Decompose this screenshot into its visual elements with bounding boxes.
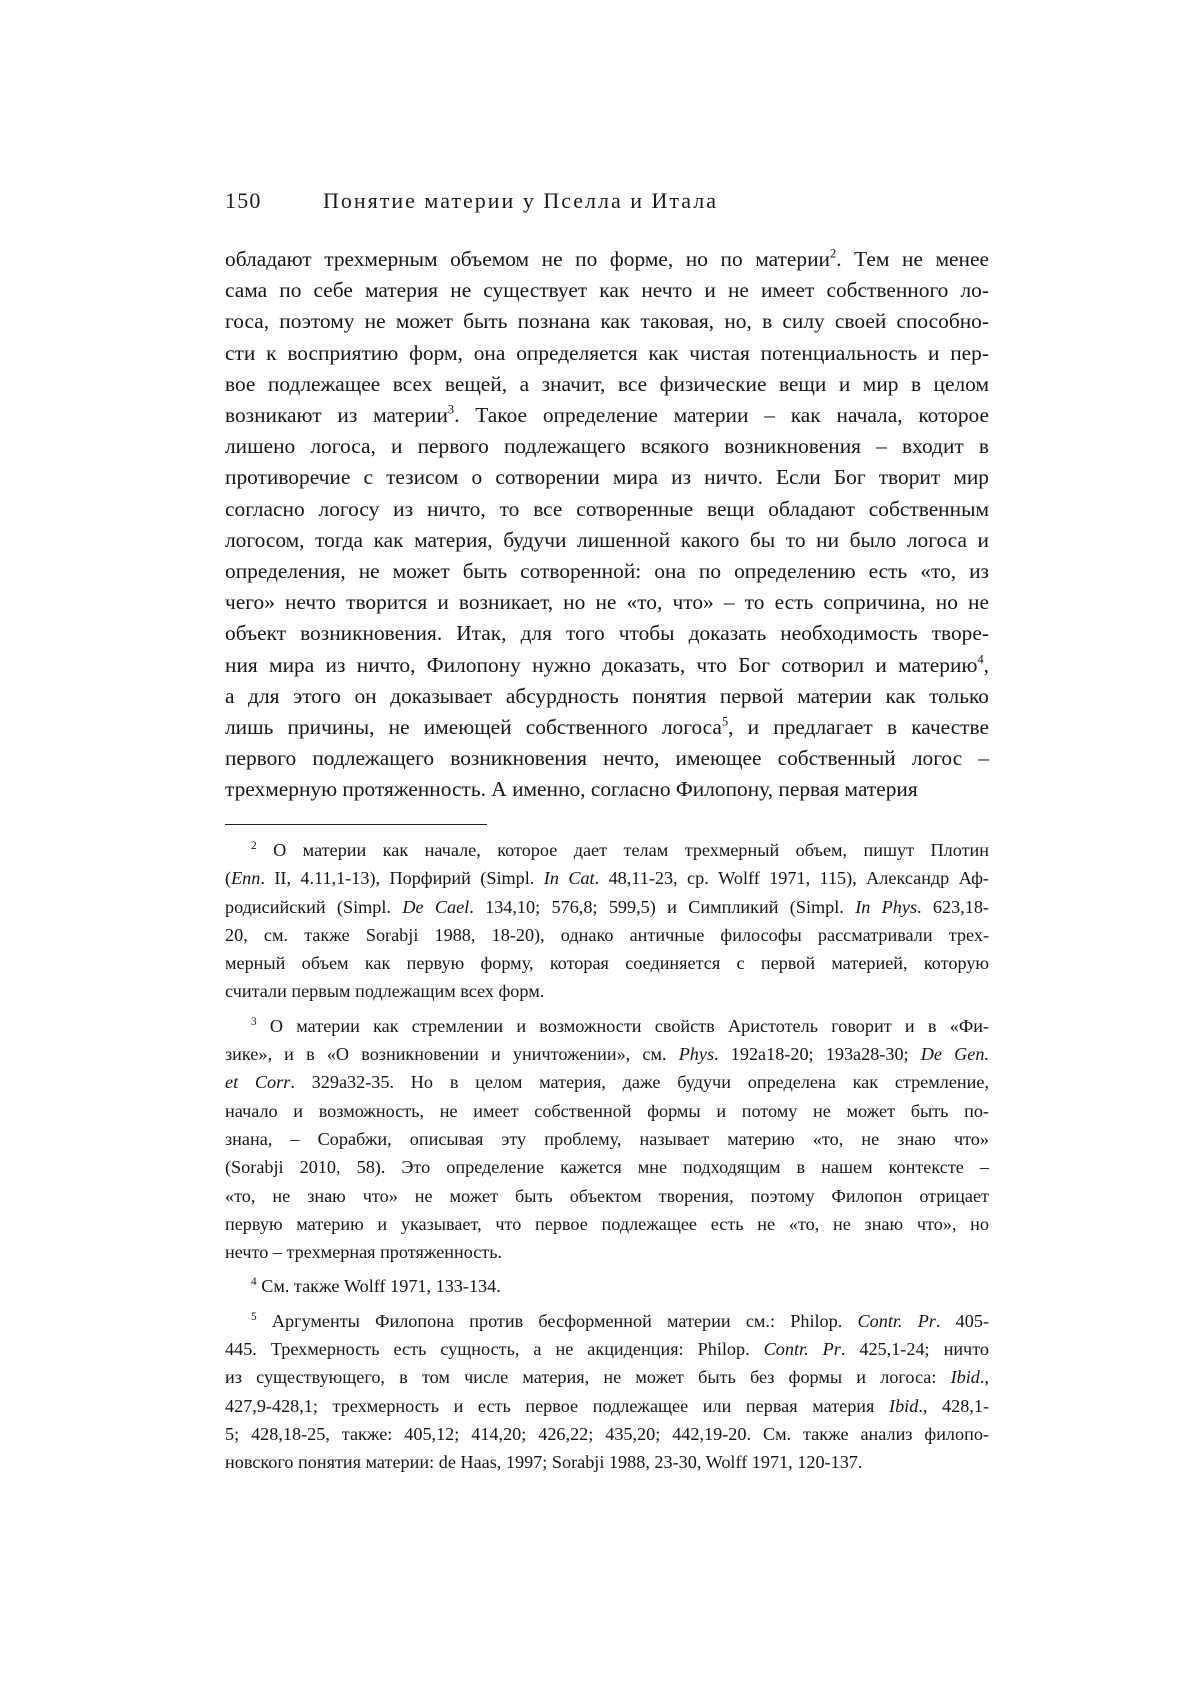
- body-paragraph: [225, 244, 989, 806]
- footnote-mark: 3: [251, 1016, 257, 1029]
- body-line: трехмерную протяженность. А именно, согласно Филопону, первая материя: [225, 777, 918, 802]
- body-line: лишено логоса, и первого подлежащего всякого возникновения – входит в: [225, 434, 989, 459]
- body-line: противоречие с тезисом о сотворении мира из ничто. Если Бог творит мир: [225, 465, 989, 490]
- footnote-ref: 5: [721, 714, 729, 729]
- body-line: ния мира из ничто, Филопону нужно доказать, что Бог сотворил и материю$^4$,: [225, 651, 989, 677]
- body-line: а для этого он доказывает абсурдность понятия первой материи как только: [225, 683, 989, 708]
- body-line: сама по себе материя не существует как нечто и не имеет собственного ло-: [225, 278, 989, 303]
- body-line: согласно логосу из ничто, то все сотворенные вещи обладают собственным: [225, 496, 989, 521]
- footnotes: [225, 836, 989, 1483]
- footnote-ref: 4: [977, 651, 984, 666]
- body-line: объект возникновения. Итак, для того чтобы доказать необходимость творе-: [225, 621, 989, 646]
- body-line: лишь причины, не имеющей собственного логоса$^5$, и предлагает в качестве: [225, 714, 990, 740]
- footnote-mark: 2: [251, 840, 257, 853]
- body-line: вое подлежащее всех вещей, а значит, все физические вещи и мир в целом: [225, 371, 989, 396]
- body-line: возникают из материи$^3$. Такое определение материи – как начала, которое: [225, 402, 989, 428]
- footnote-2: $^2$ О материи как начале, которое дает телам трехмерный объем, пишут Плотин (Enn. II, 4.11,1-13), Порфирий (Simpl. In Cat. 48,11-23, ср. Wolff 1971, 115), Александр Аф- родисийский (Simpl. De Cael. 134,10; 576,8; 599,5) и Симпликий (Simpl. In Phys. 623,18- 20, см. также Sorabji 1988, 18-20), однако античные философы рассматривали трех- мерный объем как первую форму, которая соединяется с первой материей, которую считали первым подлежащим всех форм.: [225, 840, 989, 1002]
- body-line: чего» нечто творится и возникает, но не «то, что» – то есть сопричина, но не: [225, 590, 989, 615]
- footnote-mark: 4: [251, 1276, 257, 1289]
- running-title: Понятие материи у Пселла и Итала: [323, 188, 718, 213]
- body-line: госа, поэтому не может быть познана как таковая, но, в силу своей способно-: [225, 309, 989, 334]
- body-line: определения, не может быть сотворенной: она по определению есть «то, из: [225, 559, 989, 584]
- footnote-ref: 2: [830, 246, 837, 261]
- body-line: первого подлежащего возникновения нечто, имеющее собственный логос –: [225, 746, 989, 771]
- body-line: сти к восприятию форм, она определяется как чистая потенциальность и пер-: [225, 340, 989, 365]
- footnote-3: $^3$ О материи как стремлении и возможности свойств Аристотель говорит и в «Фи- зике», и в «О возникновении и уничтожении», см. Phys. 192a18-20; 193a28-30; De Gen. et Corr. 329a32-35. Но в целом материя, даже будучи определена как стремление, начало и возможность, не имеет собственной формы и потому не может быть по- знана, – Сорабжи, описывая эту проблему, называет материю «то, не знаю что» (Sorabji 2010, 58). Это определение кажется мне подходящим в нашем контексте – «то, не знаю что» не может быть объектом творения, поэтому Филопон отрицает первую материю и указывает, что первое подлежащее есть не «то, не знаю что», но нечто – трехмерная протяженность.: [225, 1015, 990, 1263]
- footnote-4: $^4$ См. также Wolff 1971, 133-134.: [251, 1276, 501, 1297]
- footnote-separator: [225, 824, 487, 825]
- page-number: 150: [225, 188, 262, 213]
- main-text: [225, 244, 989, 806]
- body-line: логосом, тогда как материя, будучи лишенной какого бы то ни было логоса и: [225, 527, 989, 552]
- footnote-ref: 3: [447, 402, 455, 417]
- footnote-mark: 5: [251, 1310, 257, 1323]
- footnote-5: $^5$ Аргументы Филопона против бесформенной материи см.: Philop. Contr. Pr. 405- 445. Трехмерность есть сущность, а не акциденция: Philop. Contr. Pr. 425,1-24; ничто из существующего, в том числе материя, не может быть без формы и логоса: Ibid., 427,9-428,1; трехмерность и есть первое подлежащее или первая материя Ibid., 428,1- 5; 428,18-25, также: 405,12; 414,20; 426,22; 435,20; 442,19-20. См. также анализ филопо- новского понятия материи: de Haas, 1997; Sorabji 1988, 23-30, Wolff 1971, 120-137.: [225, 1310, 989, 1473]
- body-line: обладают трехмерным объемом не по форме, но по материи$^2$. Тем не менее: [225, 246, 989, 271]
- running-header: [225, 188, 718, 214]
